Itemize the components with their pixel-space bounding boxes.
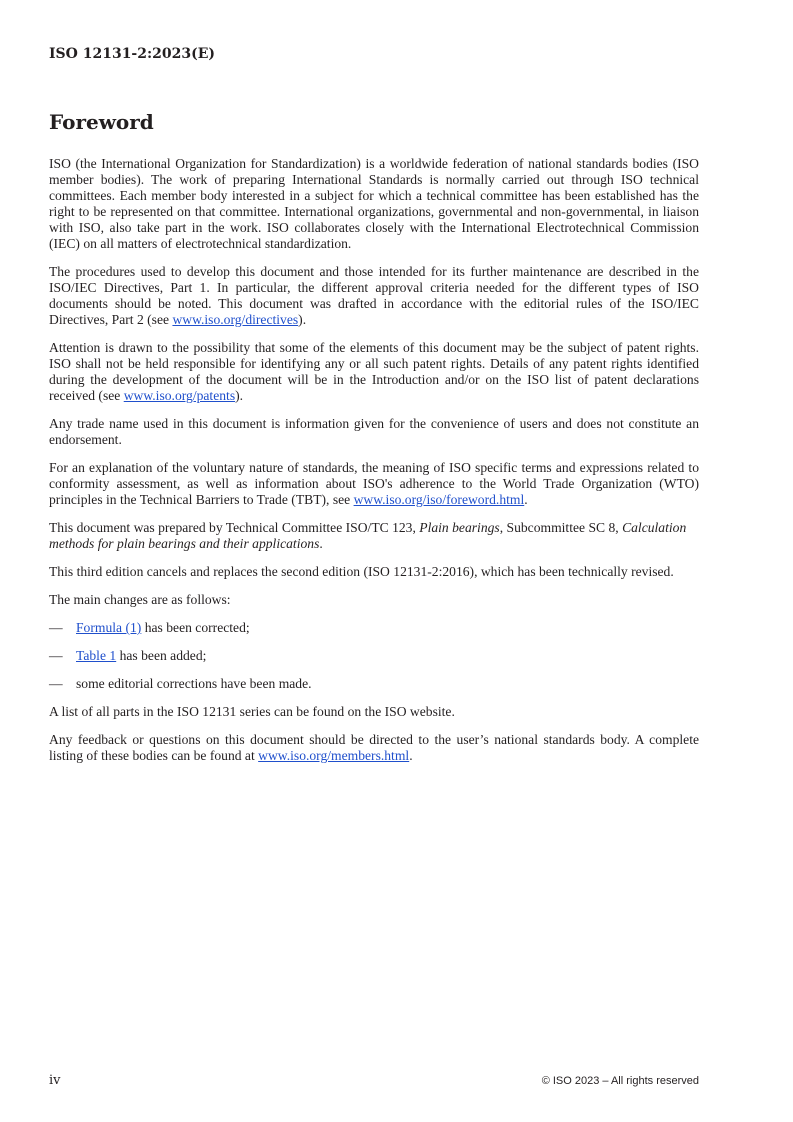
paragraph-patents-end: ). [235, 388, 244, 403]
paragraph-series: A list of all parts in the ISO 12131 series can be found on the ISO website. [49, 704, 455, 719]
paragraph-feedback [49, 732, 699, 764]
paragraph-iso-intro: ISO (the International Organization for Standardization) is a worldwide federation of national standards bodies (ISO member bodies). The work of preparing International Standards is normally carried out through ISO technical committees. Each member body interested in a subject for which a technical committee has been established has the right to be represented on that committee. International organizations, governmental and non-governmental, in liaison with ISO, also take part in the work. ISO collaborates closely with the International Electrotechnical Commission (IEC) on all matters of electrotechnical standardization. [49, 156, 699, 251]
paragraph-procedures-text: The procedures used to develop this document and those intended for its further maintenance are described in the ISO/IEC Directives, Part 1. In particular, the different approval criteria needed for the different types of ISO documents should be noted. This document was drafted in accordance with the editorial rules of the ISO/IEC Directives, Part 2 (see [49, 264, 699, 327]
paragraph-trade-name: Any trade name used in this document is information given for the convenience of users and does not constitute an endorsement. [49, 416, 699, 447]
committee-title: Plain bearings [419, 520, 500, 535]
list-item-suffix: has been added; [116, 648, 207, 663]
list-dash: — [49, 676, 63, 691]
list-item-text: some editorial corrections have been made. [76, 676, 312, 691]
paragraph-patents-text: Attention is drawn to the possibility that some of the elements of this document may be the subject of patent rights. ISO shall not be held responsible for identifying any or all such patent rights. Details of any patent rights identified during the development of the document will be in the Introduction and/or on the ISO list of patent declarations received (see [49, 340, 699, 403]
page-title: Foreword [49, 110, 154, 134]
paragraph-changes-intro: The main changes are as follows: [49, 592, 231, 607]
committee-text-a: This document was prepared by Technical Committee ISO/TC 123, [49, 520, 420, 535]
list-item [49, 648, 699, 664]
paragraph-voluntary-text: For an explanation of the voluntary nature of standards, the meaning of ISO specific terms and expressions related to conformity assessment, as well as information about ISO's adherence to the World Trade Organization (WTO) principles in the Technical Barriers to Trade (TBT), see [49, 460, 699, 507]
document-id: ISO 12131-2:2023(E) [49, 46, 216, 62]
list-item [49, 620, 699, 636]
committee-text-e: . [319, 536, 323, 551]
patents-link[interactable]: www.iso.org/patents [123, 388, 236, 403]
paragraph-patents [49, 340, 699, 404]
list-dash: — [49, 648, 63, 663]
paragraph-committee [49, 520, 699, 552]
paragraph-procedures-end: ). [298, 312, 307, 327]
foreword-body [49, 156, 699, 776]
page-number: iv [49, 1073, 61, 1088]
formula-1-link[interactable]: Formula (1) [76, 620, 142, 635]
table-1-link[interactable]: Table 1 [76, 648, 117, 663]
paragraph-procedures [49, 264, 699, 328]
subcommittee-title: Calculation methods for plain bearings and their applications [49, 520, 687, 551]
list-item-text [76, 620, 250, 636]
paragraph-feedback-end: . [409, 748, 413, 763]
committee-text-c: , Subcommittee SC 8, [499, 520, 623, 535]
list-dash: — [49, 620, 63, 635]
paragraph-feedback-text: Any feedback or questions on this document should be directed to the user’s national standards body. A complete listing of these bodies can be found at [49, 732, 699, 763]
paragraph-edition: This third edition cancels and replaces the second edition (ISO 12131-2:2016), which has been technically revised. [49, 564, 674, 579]
foreword-link[interactable]: www.iso.org/iso/foreword.html [353, 492, 525, 507]
list-item [49, 676, 699, 692]
paragraph-voluntary-end: . [524, 492, 528, 507]
directives-link[interactable]: www.iso.org/directives [172, 312, 299, 327]
members-link[interactable]: www.iso.org/members.html [258, 748, 410, 763]
list-item-text [76, 648, 206, 664]
list-item-suffix: has been corrected; [141, 620, 250, 635]
paragraph-voluntary [49, 460, 699, 508]
copyright-notice: © ISO 2023 – All rights reserved [541, 1075, 699, 1087]
